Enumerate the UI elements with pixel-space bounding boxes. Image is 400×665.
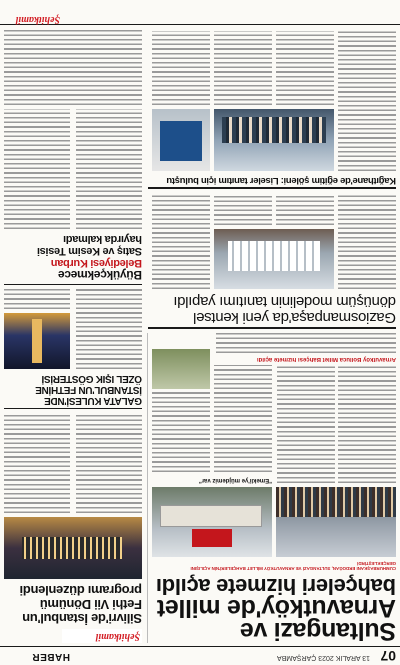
lead-photo-park (152, 487, 272, 557)
side3-headline-line4: hayırda kalmadı (63, 233, 142, 245)
side3-headline-line3: Satış ve Kesim Tesisi (37, 245, 142, 257)
side2-column-1 (76, 289, 142, 369)
side3-column-2 (4, 109, 70, 229)
side1-column-2 (4, 413, 70, 513)
bottom-column-1 (338, 31, 396, 171)
issue-date: 13 ARALIK 2023 ÇARŞAMBA (277, 654, 370, 661)
side2-headline-line2: İSTANBUL'UN FETHİNE (35, 384, 142, 395)
side3-column-tail (4, 29, 142, 105)
footer-logo: Şehitkamil (15, 14, 60, 25)
lead-column-1 (338, 365, 396, 483)
lead-photo-small (152, 349, 210, 389)
lead-headline-line3: bahçeleri hizmete açıldı (156, 574, 396, 599)
column-divider (147, 333, 148, 643)
bottom-column-2 (276, 31, 334, 105)
lead-headline-line1: Sultangazi ve (240, 617, 396, 645)
mid-rule (148, 327, 396, 329)
page-number: 07 (380, 648, 396, 664)
mid-photo-model (214, 229, 334, 289)
lead-headline-line2: Arnavutköy'de millet (157, 594, 396, 622)
brand-logo: Şehitkamil (95, 631, 140, 642)
tower-graphic (32, 319, 42, 363)
stage-graphic (160, 505, 262, 527)
crowd-graphic (276, 487, 396, 517)
lead-deck: CUMHURBAŞKANI ERDOĞAN, SULTANGAZİ VE ARNAVUTKÖY MİLLET BAHÇELERİ'NİN AÇILIŞINI GERÇEKLEŞTİRDİ (190, 561, 396, 571)
stage-lights-graphic (22, 537, 122, 559)
lead-sub-red: Arnavutköy Bolluca Millet Bahçesi hizmete açıldı (256, 356, 396, 362)
side1-column-1 (76, 413, 142, 513)
side1-headline-line2: Fethi Vii Dönümü (40, 597, 142, 612)
building-model-graphic (228, 241, 320, 271)
side2-headline-line3: ÖZEL IŞIK GÖSTERİSİ (41, 373, 142, 384)
lead-column-4 (152, 392, 210, 472)
side3-column-1 (76, 109, 142, 229)
lead-column-tail (216, 333, 396, 353)
bottom-column-3 (214, 31, 272, 105)
lead-column-3 (214, 365, 272, 472)
section-label: HABER (31, 651, 70, 662)
side2-column-2 (4, 289, 70, 309)
side1-headline-line1: Silivri'de İstanbul'un (22, 611, 142, 626)
side1-photo-event (4, 517, 142, 579)
stand-banner-graphic (160, 121, 202, 161)
bottom-column-4 (152, 31, 210, 105)
mid-column-1 (338, 193, 396, 289)
footer-rule (0, 24, 400, 25)
side2-headline-line1: GALATA KULESİ'NDE (44, 395, 142, 406)
students-graphic (222, 117, 326, 143)
mid-headline-line1: Gaziosmanpaşa'da yeni kentsel (193, 309, 396, 326)
bottom-headline: Kağıthane'de eğitim şöleni: Liseler tanıtım için buluştu (166, 175, 396, 186)
bottom-photo-school (214, 109, 334, 171)
side3-rule (4, 284, 142, 285)
mid-column-3 (214, 193, 272, 225)
lead-column-2 (277, 365, 335, 483)
bottom-rule (148, 187, 396, 189)
mid-column-2 (276, 193, 334, 225)
lead-pull-heading: "Emekli'ye müjdemiz var" (198, 477, 272, 483)
logo-block (62, 629, 142, 643)
mid-column-4 (152, 193, 210, 289)
mid-headline-line2: dönüşüm modelinin tanıtımı yapıldı (173, 293, 396, 310)
side1-headline-line3: programı düzenlendi (19, 583, 142, 598)
bottom-photo-stand (152, 109, 210, 171)
side2-photo-tower (4, 313, 70, 369)
side2-rule (4, 408, 142, 409)
side3-headline-line2: Belediyesi Kurban (51, 257, 142, 269)
side3-headline-line1: Büyükçekmece (58, 268, 142, 282)
lead-photo-ceremony (276, 487, 396, 557)
banner-graphic (192, 529, 232, 547)
